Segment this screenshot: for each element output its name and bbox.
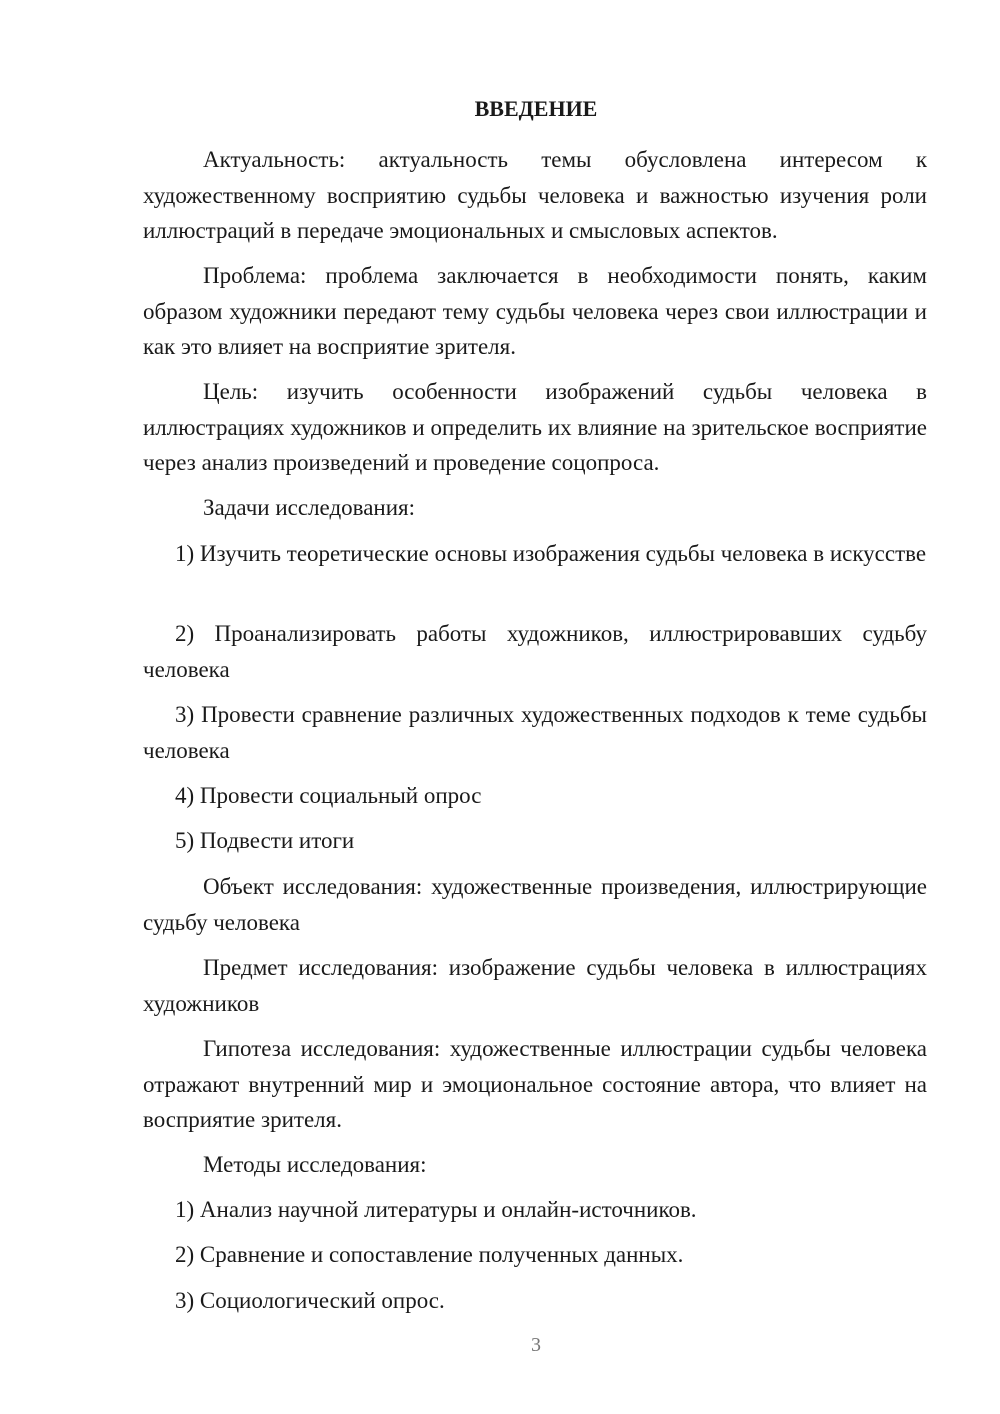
page-number: 3 [531,1334,541,1356]
task-item: 4) Провести социальный опрос [175,783,482,808]
problem-paragraph: Проблема: проблема заключается в необходимости понять, каким образом художники передают тему судьбы человека через свои иллюстрации и как это влияет на восприятие зрителя. [143,263,927,359]
task-item: 3) Провести сравнение различных художественных подходов к теме судьбы человека [143,702,927,763]
method-item: 1) Анализ научной литературы и онлайн-источников. [175,1197,697,1222]
object-paragraph: Объект исследования: художественные произведения, иллюстрирующие судьбу человека [143,874,927,935]
page-heading: ВВЕДЕНИЕ [474,96,598,121]
subject-paragraph: Предмет исследования: изображение судьбы человека в иллюстрациях художников [143,955,927,1016]
method-item: 3) Социологический опрос. [175,1288,445,1313]
method-item: 2) Сравнение и сопоставление полученных данных. [175,1242,684,1267]
methods-label: Методы исследования: [203,1152,427,1177]
goal-paragraph: Цель: изучить особенности изображений судьбы человека в иллюстрациях художников и определить их влияние на зрительское восприятие через анализ произведений и проведение соцопроса. [143,379,927,475]
task-item: 5) Подвести итоги [175,828,355,853]
task-item: 2) Проанализировать работы художников, иллюстрировавших судьбу человека [143,621,927,682]
tasks-label: Задачи исследования: [203,495,416,520]
relevance-paragraph: Актуальность: актуальность темы обусловлена интересом к художественному восприятию судьбы человека и важностью изучения роли иллюстраций в передаче эмоциональных и смысловых аспектов. [143,147,927,243]
task-item: 1) Изучить теоретические основы изображения судьбы человека в искусстве [175,541,927,566]
hypothesis-paragraph: Гипотеза исследования: художественные иллюстрации судьбы человека отражают внутренний мир и эмоциональное состояние автора, что влияет на восприятие зрителя. [143,1036,927,1132]
